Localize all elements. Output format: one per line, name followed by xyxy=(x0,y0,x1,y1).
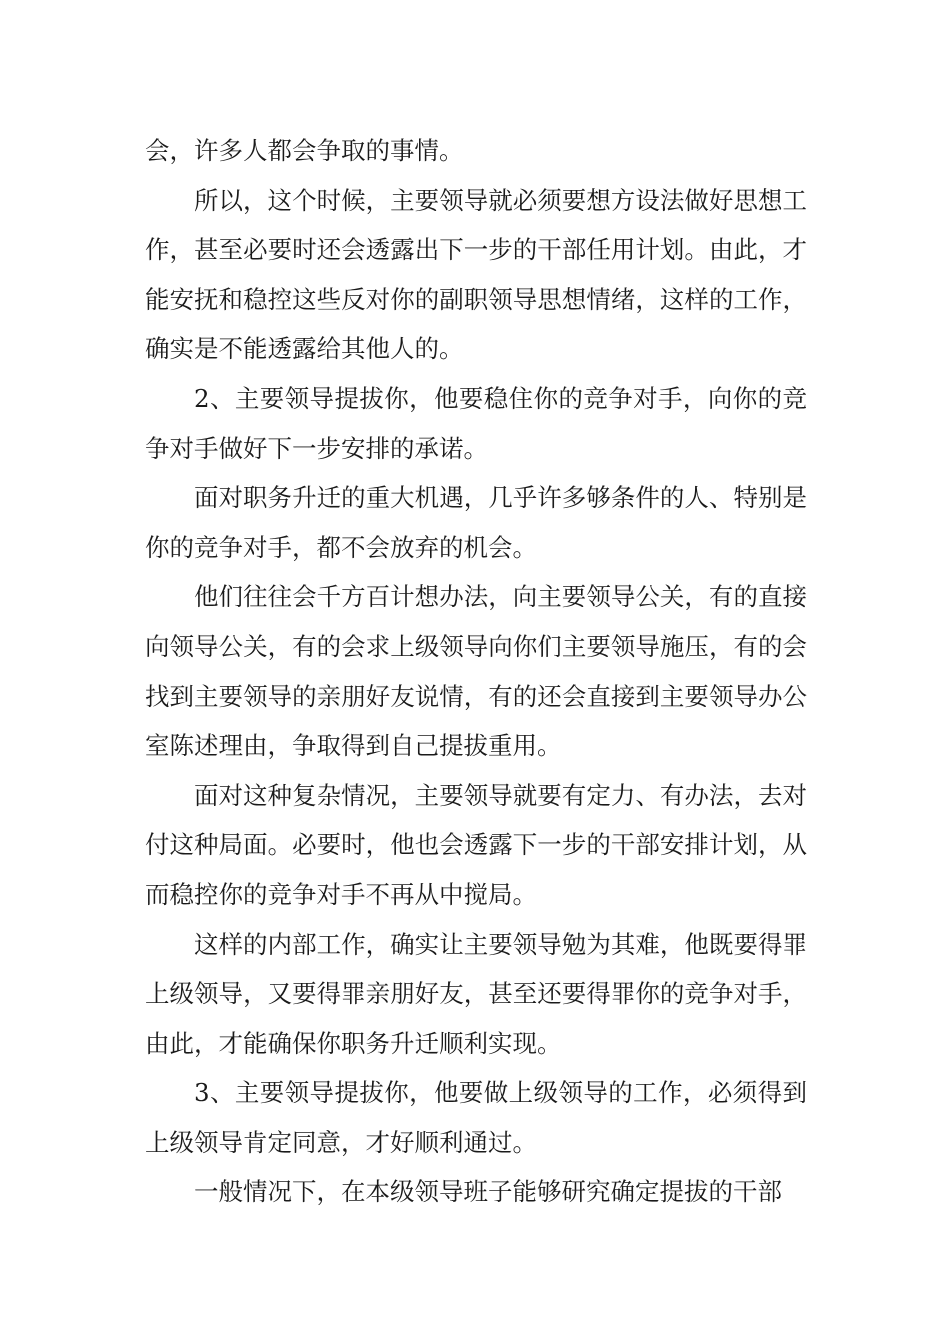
paragraph: 这样的内部工作，确实让主要领导勉为其难，他既要得罪上级领导，又要得罪亲朋好友，甚至还要得罪你的竞争对手，由此，才能确保你职务升迁顺利实现。 xyxy=(145,929,807,1058)
paragraph: 面对这种复杂情况，主要领导就要有定力、有办法，去对付这种局面。必要时，他也会透露下一步的干部安排计划，从而稳控你的竞争对手不再从中搅局。 xyxy=(145,780,807,909)
paragraph: 所以，这个时候，主要领导就必须要想方设法做好思想工作，甚至必要时还会透露出下一步的干部任用计划。由此，才能安抚和稳控这些反对你的副职领导思想情绪，这样的工作，确实是不能透露给其他人的。 xyxy=(145,185,807,364)
paragraph: 他们往往会千方百计想办法，向主要领导公关，有的直接向领导公关，有的会求上级领导向你们主要领导施压，有的会找到主要领导的亲朋好友说情，有的还会直接到主要领导办公室陈述理由，争取得到自己提拔重用。 xyxy=(145,582,807,761)
paragraph-numbered-3: 3、主要领导提拔你，他要做上级领导的工作，必须得到上级领导肯定同意，才好顺利通过。 xyxy=(145,1078,807,1157)
paragraph-truncated: 一般情况下，在本级领导班子能够研究确定提拔的干部 xyxy=(194,1177,782,1207)
paragraph: 面对职务升迁的重大机遇，几乎许多够条件的人、特别是你的竞争对手，都不会放弃的机会。 xyxy=(145,483,807,562)
document-body xyxy=(145,126,807,1217)
paragraph-numbered-2: 2、主要领导提拔你，他要稳住你的竞争对手，向你的竞争对手做好下一步安排的承诺。 xyxy=(145,383,807,463)
paragraph-continuation: 会，许多人都会争取的事情。 xyxy=(145,136,464,165)
